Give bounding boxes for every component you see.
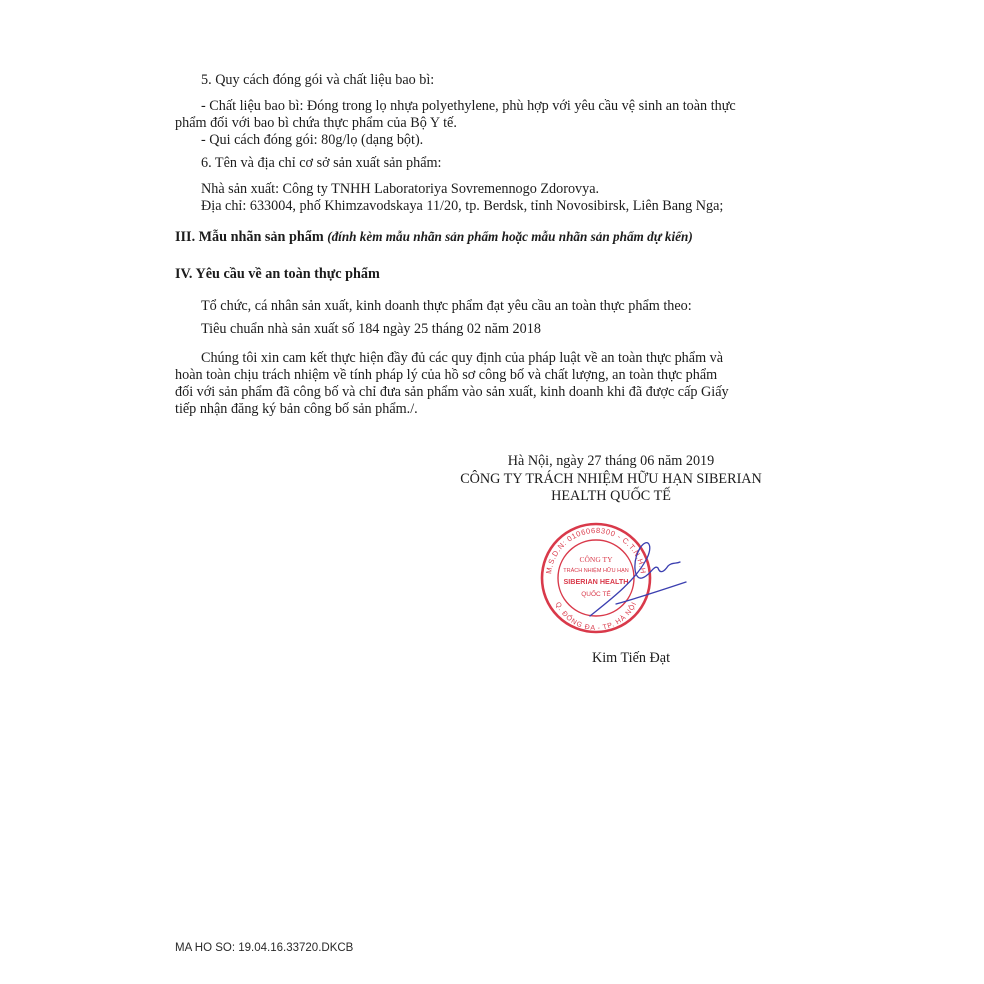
section4-line1: Tổ chức, cá nhân sản xuất, kinh doanh thực phẩm đạt yêu cầu an toàn thực phẩm theo:: [201, 298, 692, 314]
company-name-line1: CÔNG TY TRÁCH NHIỆM HỮU HẠN SIBERIAN: [460, 471, 762, 487]
section3-heading: [175, 228, 693, 246]
stamp-center-line1: CÔNG TY: [579, 555, 613, 564]
signer-name: Kim Tiến Đạt: [591, 650, 671, 666]
stamp-bottom-text: Q. ĐỐNG ĐA - TP. HÀ NỘI: [553, 601, 639, 633]
section5-title: 5. Quy cách đóng gói và chất liệu bao bì:: [201, 72, 435, 88]
stamp-svg: [538, 520, 688, 638]
commitment-line4: tiếp nhận đăng ký bản công bố sản phẩm./.: [175, 401, 418, 417]
company-name-line2: HEALTH QUỐC TẾ: [551, 488, 671, 504]
stamp-center-line4: QUỐC TẾ: [581, 591, 611, 598]
stamp-center-line2: TRÁCH NHIỆM HỮU HẠN: [563, 568, 629, 574]
commitment-line3: đối với sản phẩm đã công bố và chỉ đưa sản phẩm vào sản xuất, kinh doanh khi đã được cấp Giấy: [175, 384, 729, 400]
stamp-ring-text: M.S.D.N: 0106068300 - C.T.N.H.H: [544, 525, 648, 575]
document-code: MA HO SO: 19.04.16.33720.DKCB: [175, 942, 354, 954]
section6-title: 6. Tên và địa chỉ cơ sở sản xuất sản phẩm:: [201, 155, 442, 171]
section6-address: Địa chỉ: 633004, phố Khimzavodskaya 11/20, tp. Berdsk, tỉnh Novosibirsk, Liên Bang Nga;: [201, 198, 724, 214]
signature-date: Hà Nội, ngày 27 tháng 06 năm 2019: [507, 453, 715, 469]
stamp-center-line3: SIBERIAN HEALTH: [563, 577, 629, 586]
section5-material-line2: phẩm đối với bao bì chứa thực phẩm của Bộ Y tế.: [175, 115, 457, 131]
section6-manufacturer: Nhà sản xuất: Công ty TNHH Laboratoriya Sovremennogo Zdorovya.: [201, 181, 600, 197]
section3-note: (đính kèm mẫu nhãn sản phẩm hoặc mẫu nhãn sản phẩm dự kiến): [327, 229, 693, 244]
commitment-line1: Chúng tôi xin cam kết thực hiện đầy đủ các quy định của pháp luật về an toàn thực phẩm và: [201, 350, 724, 366]
section3-title: III. Mẫu nhãn sản phẩm: [175, 229, 324, 245]
section4-title: IV. Yêu cầu về an toàn thực phẩm: [175, 266, 380, 282]
section5-packaging: - Qui cách đóng gói: 80g/lọ (dạng bột).: [201, 132, 424, 148]
section5-material-line1: - Chất liệu bao bì: Đóng trong lọ nhựa polyethylene, phù hợp với yêu cầu vệ sinh an toàn thực: [201, 98, 736, 114]
company-stamp: [538, 520, 688, 638]
section4-line2: Tiêu chuẩn nhà sản xuất số 184 ngày 25 tháng 02 năm 2018: [201, 321, 541, 337]
commitment-line2: hoàn toàn chịu trách nhiệm về tính pháp lý của hồ sơ công bố và chất lượng, an toàn thực phẩm: [175, 367, 718, 383]
